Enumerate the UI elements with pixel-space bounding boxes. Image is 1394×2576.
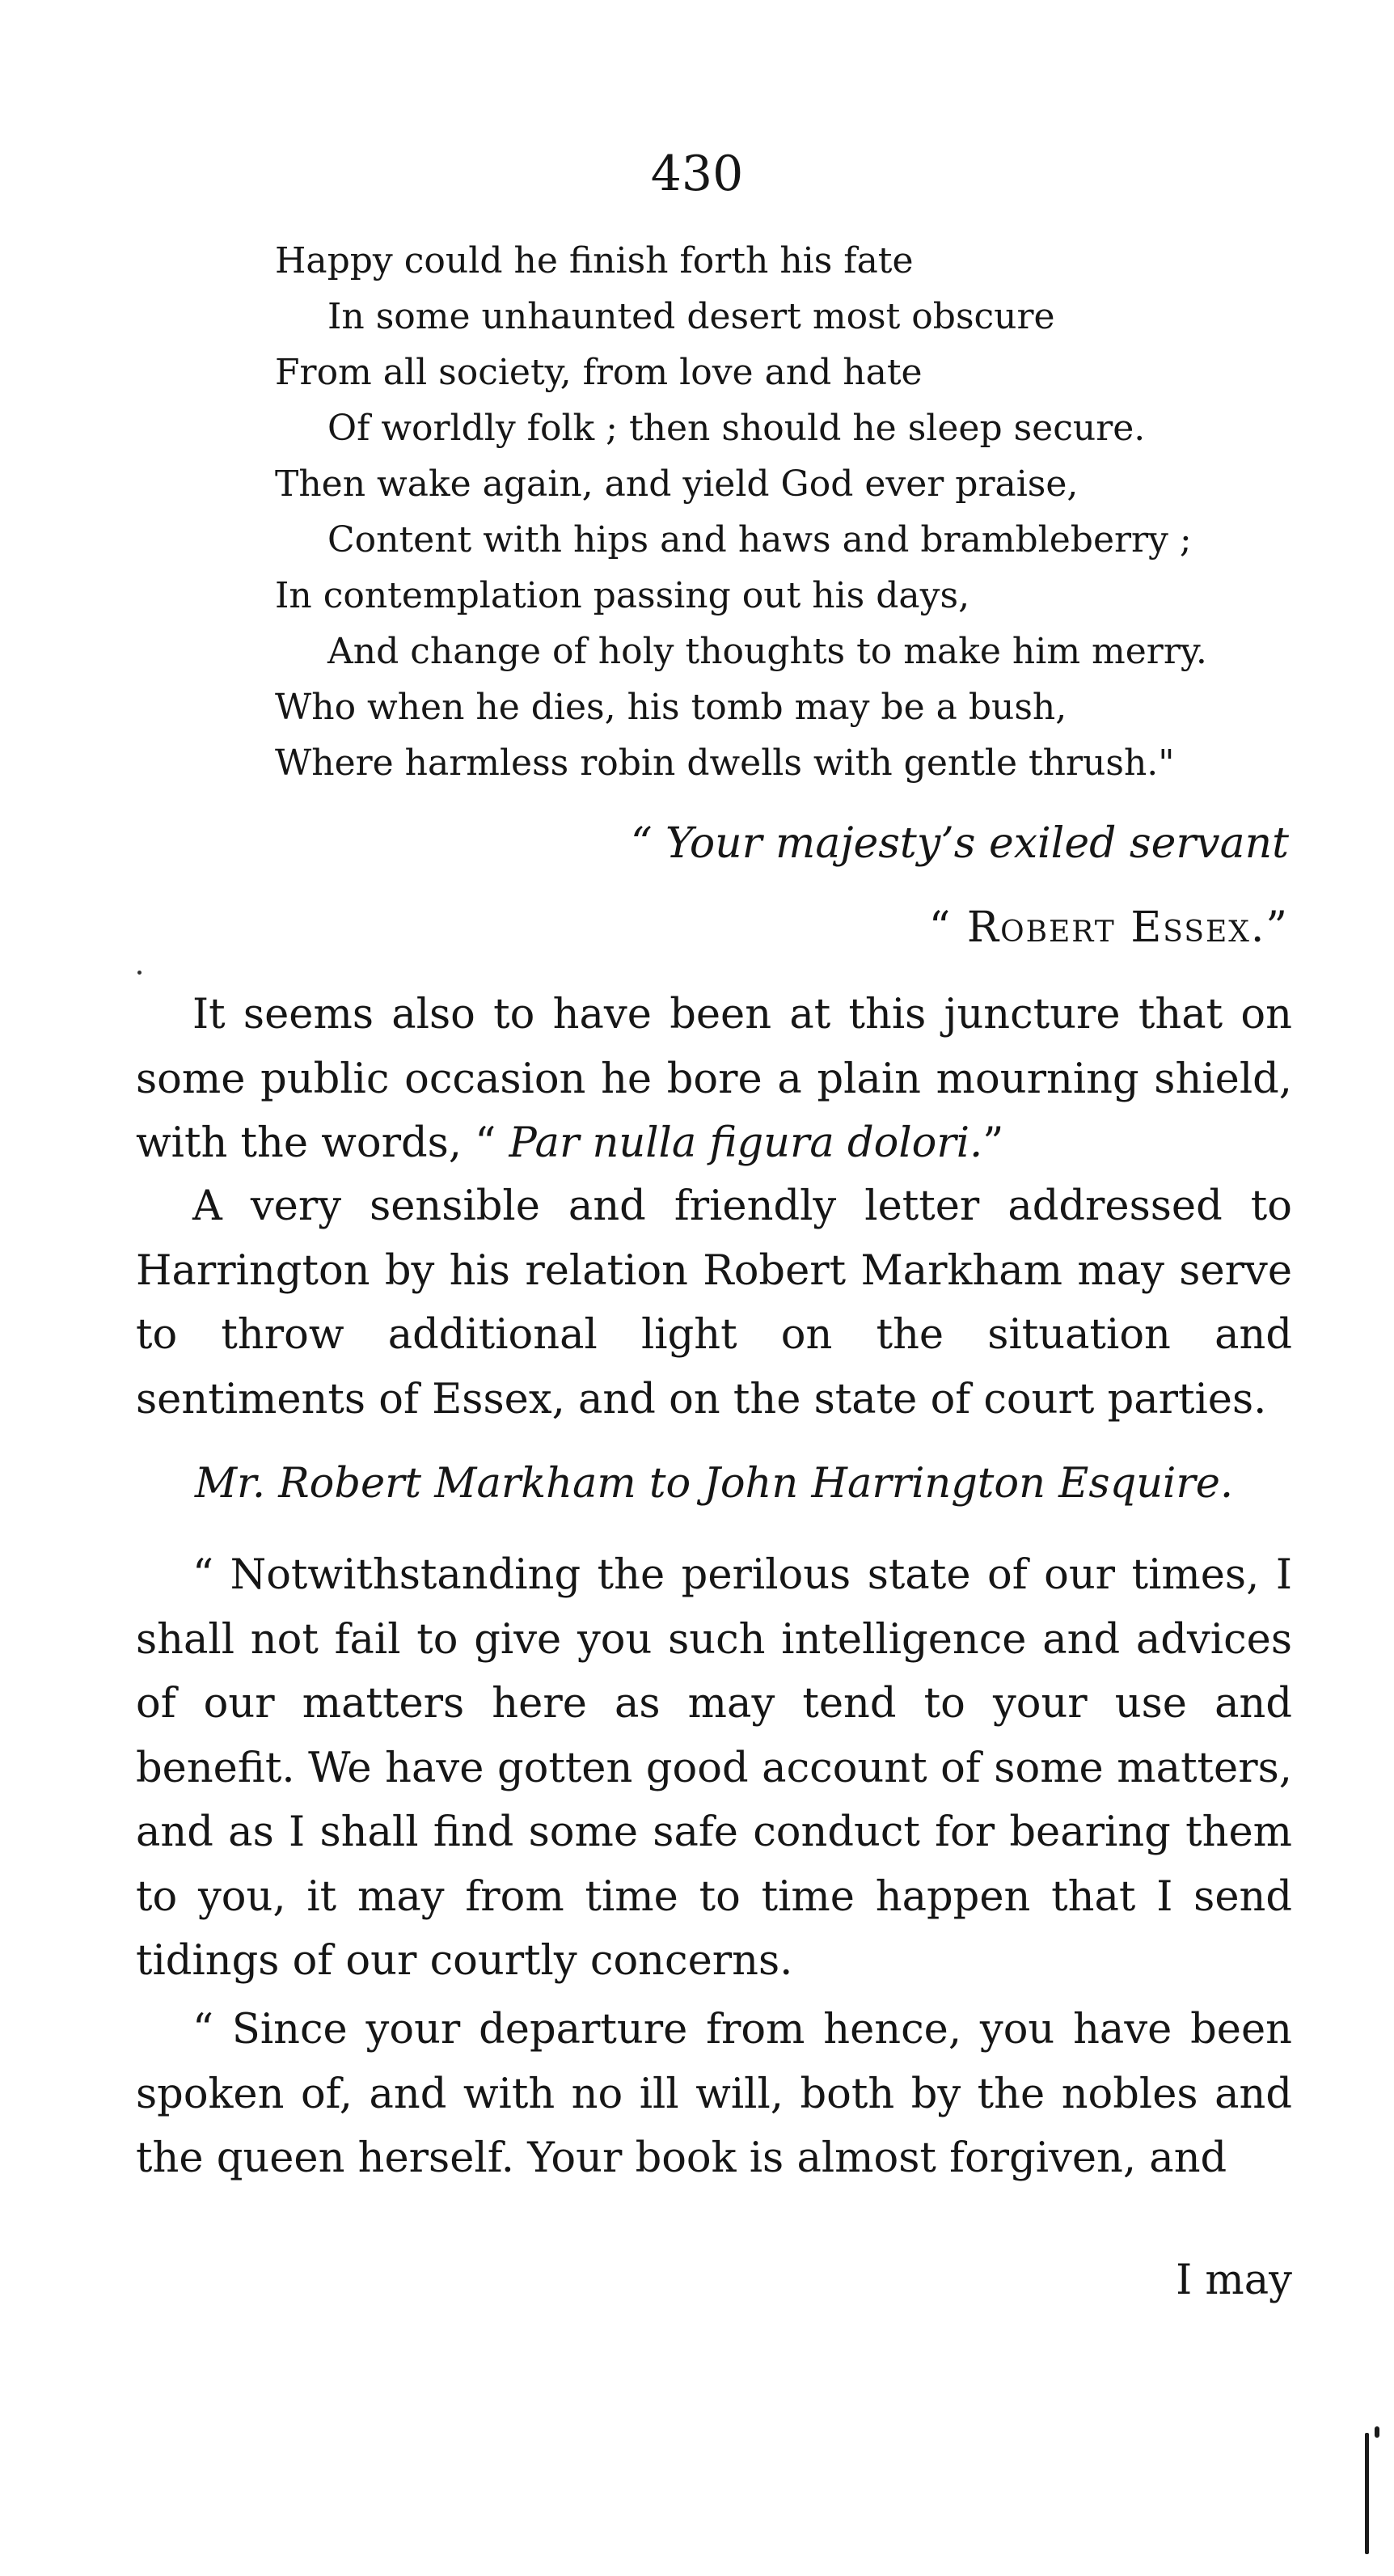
verse-line: Happy could he finish forth his fate — [275, 240, 914, 281]
margin-ink-mark — [1365, 2433, 1369, 2554]
paragraph-text: A very sensible and friendly letter addressed to Harrington by his relation Robert Markham may serve to throw additional light on the situation and sentiments of Essex, and on the state of court parties. — [136, 1182, 1292, 1423]
signature-name: “ Robert Essex.” — [928, 903, 1289, 952]
verse-line: Where harmless robin dwells with gentle thrush." — [275, 742, 1175, 784]
verse-line: In some unhaunted desert most obscure — [327, 296, 1055, 337]
verse-line: Content with hips and haws and brambleberry ; — [327, 519, 1192, 560]
poem-verse — [275, 233, 1342, 791]
stray-ink-dot — [137, 971, 142, 975]
paragraph-markham-letter-intro — [136, 1174, 1292, 1432]
paragraph-text — [136, 983, 1292, 1176]
verse-line: Who when he dies, his tomb may be a bush, — [275, 687, 1067, 728]
paragraph-text: “ Since your departure from hence, you have been spoken of, and with no ill will, both by the nobles and the queen herself. Your book is almost forgiven, and — [136, 2006, 1292, 2182]
paragraph-mourning-shield — [136, 983, 1292, 1176]
catchword: I may — [1176, 2257, 1292, 2304]
verse-line: Then wake again, and yield God ever praise, — [275, 463, 1079, 505]
verse-line: From all society, from love and hate — [275, 352, 923, 393]
paragraph-letter-continued — [136, 1998, 1292, 2191]
verse-line: In contemplation passing out his days, — [275, 575, 970, 616]
paragraph-text: “ Notwithstanding the perilous state of our times, I shall not fail to give you such intelligence and advices of our matters here as may tend to your use and benefit. We have gotten good account of some matters, and as I shall find some safe conduct for bearing them to you, it may from time to time happen that I send tidings of our courtly concerns. — [136, 1551, 1292, 1985]
paragraph-text-start: It seems also to have been at this juncture that on some public occasion he bore a plain mourning shield, with the words, “ — [136, 991, 1292, 1167]
verse-line: And change of holy thoughts to make him merry. — [327, 631, 1207, 672]
closing-quote: ” — [982, 1119, 1004, 1167]
paragraph-letter-opening — [136, 1543, 1292, 1994]
page-number: 430 — [650, 146, 744, 202]
margin-ink-dot — [1375, 2426, 1379, 2438]
latin-motto: Par nulla figura dolori. — [509, 1119, 983, 1167]
verse-line: Of worldly folk ; then should he sleep secure. — [327, 408, 1146, 449]
signature-salutation: “ Your majesty’s exiled servant — [630, 819, 1289, 868]
letter-heading: Mr. Robert Markham to John Harrington Esquire. — [194, 1460, 1234, 1508]
